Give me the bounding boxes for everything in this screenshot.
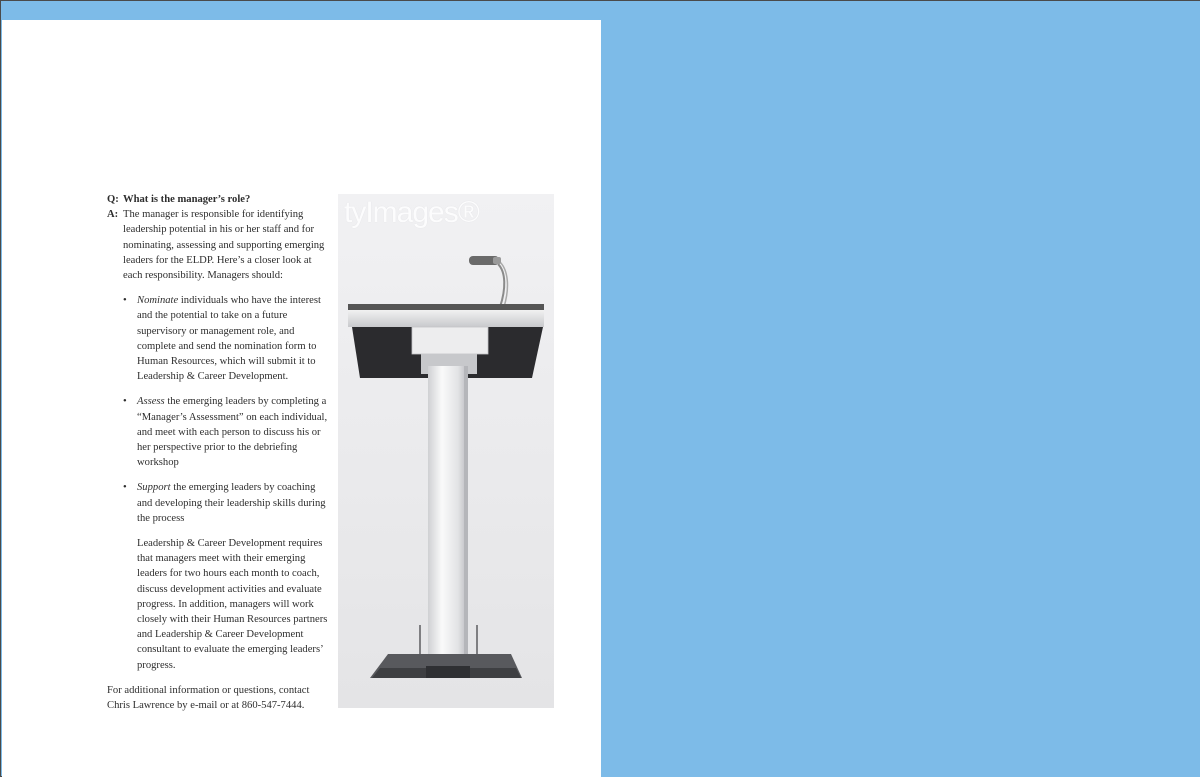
bullet-nominate <box>123 293 329 384</box>
bullet-term: Support <box>137 482 171 494</box>
bullet-assess <box>123 394 329 470</box>
photo-watermark: tyImages® <box>344 196 479 229</box>
answer-intro: The manager is responsible for identifying leadership potential in his or her staff and for nominating, assessing and supporting emerging leaders for the ELDP. Here’s a closer look at each responsibility. Managers should: <box>123 209 325 282</box>
bullet-text: the emerging leaders by coaching and developing their leadership skills during the process <box>137 482 326 524</box>
bullet-term: Nominate <box>137 295 179 307</box>
answer-row <box>107 207 329 283</box>
responsibility-list <box>123 293 329 526</box>
bullet-text: individuals who have the interest and the potential to take on a future supervisory or management role, and complete and send the nomination form to Human Resources, which will submit it to Leadership & Career Development. <box>137 295 321 383</box>
contact-info: For additional information or questions, contact Chris Lawrence by e-mail or at 860-547-7444. <box>107 684 310 712</box>
podium-photo <box>338 194 554 708</box>
bullet-support <box>123 480 329 526</box>
requirement-note: Leadership & Career Development requires that managers meet with their emerging leaders for two hours each month to coach, discuss development activities and evaluate progress. In addition, managers will work closely with their Human Resources partners and Leadership & Career Development consultant to evaluate the emerging leaders’ progress. <box>137 538 328 671</box>
question-tag: Q: <box>107 194 119 205</box>
faq-text-column <box>107 192 329 713</box>
question-text: What is the manager’s role? <box>123 194 251 205</box>
bullet-text: the emerging leaders by completing a “Manager’s Assessment” on each individual, and meet with each person to discuss his or her perspective prior to the debriefing workshop <box>137 396 328 469</box>
answer-tag: A: <box>107 209 119 221</box>
question-row <box>107 192 329 207</box>
top-color-band <box>1 1 601 20</box>
microphone-icon <box>469 256 507 307</box>
right-page-blue <box>601 1 1200 777</box>
bullet-term: Assess <box>137 396 165 408</box>
podium-illustration <box>338 194 554 708</box>
